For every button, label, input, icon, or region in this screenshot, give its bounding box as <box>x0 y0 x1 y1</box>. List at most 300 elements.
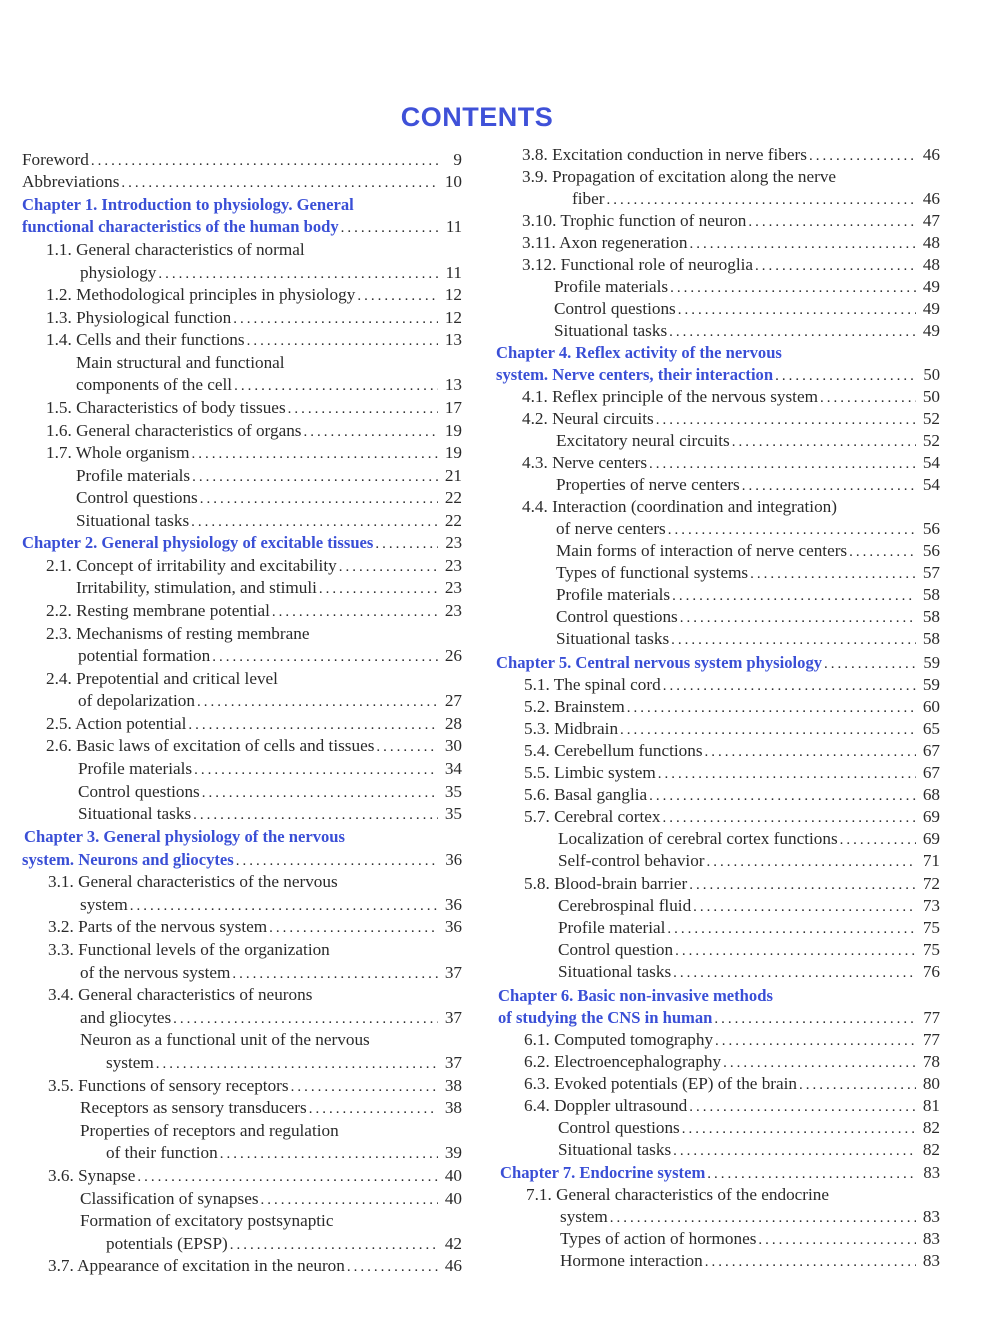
toc-entry <box>556 540 940 562</box>
toc-entry-title: 5.7. Cerebral cortex <box>524 807 661 826</box>
dot-leader <box>705 741 916 763</box>
toc-page-number: 69 <box>922 807 940 826</box>
dot-leader <box>799 1074 916 1096</box>
dot-leader <box>671 629 916 651</box>
toc-entry-title: system <box>80 895 128 914</box>
page-title: CONTENTS <box>400 102 554 132</box>
toc-entry <box>572 188 940 210</box>
toc-page-number: 27 <box>444 691 462 710</box>
toc-entry-title: 1.3. Physiological function <box>46 308 232 327</box>
toc-entry <box>78 803 462 825</box>
dot-leader <box>809 145 916 167</box>
toc-entry <box>46 239 462 261</box>
toc-entry <box>524 762 940 784</box>
toc-entry-title: 3.8. Excitation conduction in nerve fibers <box>522 145 807 164</box>
toc-entry <box>46 307 462 329</box>
toc-entry-title: 2.3. Mechanisms of resting membrane <box>46 624 310 643</box>
toc-entry <box>524 784 940 806</box>
dot-leader <box>658 763 916 785</box>
toc-entry <box>80 962 462 984</box>
toc-entry-title: Control question <box>558 940 674 959</box>
toc-entry-title: 6.3. Evoked potentials (EP) of the brain <box>524 1074 798 1093</box>
toc-entry <box>556 518 940 540</box>
toc-entry <box>80 1007 462 1029</box>
dot-leader <box>663 807 917 829</box>
toc-entry-title: 2.5. Action potential <box>46 714 187 733</box>
toc-chapter-line <box>22 849 462 871</box>
toc-page-number: 13 <box>444 330 462 349</box>
toc-entry <box>558 1117 940 1139</box>
toc-page-number: 36 <box>444 895 462 914</box>
toc-chapter-line <box>22 532 462 554</box>
toc-entry-title: 5.5. Limbic system <box>524 763 656 782</box>
toc-page-number: 75 <box>922 918 940 937</box>
toc-entry-title: 5.4. Cerebellum functions <box>524 741 703 760</box>
toc-page-number: 28 <box>444 714 462 733</box>
dot-leader <box>667 918 916 940</box>
toc-entry <box>46 397 462 419</box>
toc-entry-title: of studying the CNS in human <box>498 1008 713 1027</box>
toc-page-number: 34 <box>444 759 462 778</box>
toc-page-number: 49 <box>922 277 940 296</box>
toc-page-number: 59 <box>923 653 940 672</box>
toc-page-number: 40 <box>444 1189 462 1208</box>
toc-page-number: 22 <box>444 511 462 530</box>
toc-entry <box>76 510 462 532</box>
toc-page-number: 67 <box>922 763 940 782</box>
toc-page-number: 40 <box>444 1166 462 1185</box>
dot-leader <box>707 1163 916 1185</box>
toc-entry-title: Receptors as sensory transducers <box>80 1098 307 1117</box>
toc-entry <box>76 577 462 599</box>
toc-entry <box>558 850 940 872</box>
toc-page-number: 78 <box>922 1052 940 1071</box>
toc-page-number: 59 <box>922 675 940 694</box>
toc-entry-title: Chapter 1. Introduction to physiology. General <box>22 195 354 214</box>
dot-leader <box>156 1053 438 1075</box>
toc-entry-title: 3.1. General characteristics of the nervous <box>48 872 338 891</box>
toc-page-number: 30 <box>444 736 462 755</box>
toc-entry <box>556 562 940 584</box>
dot-leader <box>714 1008 916 1030</box>
toc-entry <box>80 1210 462 1232</box>
toc-chapter-line <box>500 1162 940 1184</box>
toc-page-number: 58 <box>922 607 940 626</box>
toc-entry-title: of their function <box>106 1143 218 1162</box>
toc-entry <box>526 1184 940 1206</box>
toc-page-number: 12 <box>444 285 462 304</box>
dot-leader <box>288 398 438 420</box>
toc-entry-title: 3.6. Synapse <box>48 1166 136 1185</box>
toc-entry-title: Situational tasks <box>554 321 668 340</box>
toc-page-number: 83 <box>922 1207 940 1226</box>
dot-leader <box>669 321 916 343</box>
toc-entry-title: 3.9. Propagation of excitation along the nerve <box>522 167 837 186</box>
toc-entry <box>106 1233 462 1255</box>
toc-page-number: 57 <box>922 563 940 582</box>
toc-entry-title: Chapter 7. Endocrine system <box>500 1163 706 1182</box>
toc-chapter-line <box>498 985 940 1007</box>
dot-leader <box>678 299 916 321</box>
toc-page-number: 38 <box>444 1076 462 1095</box>
dot-leader <box>200 488 438 510</box>
toc-entry <box>558 961 940 983</box>
toc-entry <box>46 735 462 757</box>
dot-leader <box>212 646 438 668</box>
toc-entry-title: of nerve centers <box>556 519 666 538</box>
dot-leader <box>723 1052 916 1074</box>
dot-leader <box>750 563 916 585</box>
toc-page-number: 65 <box>922 719 940 738</box>
toc-entry <box>46 668 462 690</box>
toc-entry-title: Control questions <box>554 299 676 318</box>
toc-entry <box>78 758 462 780</box>
toc-entry-title: 3.7. Appearance of excitation in the neuron <box>48 1256 345 1275</box>
toc-page-number: 50 <box>922 387 940 406</box>
toc-entry-title: Types of action of hormones <box>560 1229 757 1248</box>
toc-chapter-line <box>24 826 462 848</box>
toc-entry-title: 6.1. Computed tomography <box>524 1030 714 1049</box>
toc-entry-title: Profile materials <box>78 759 193 778</box>
dot-leader <box>620 719 916 741</box>
toc-entry-title: and gliocytes <box>80 1008 172 1027</box>
toc-entry <box>558 917 940 939</box>
toc-page-number: 17 <box>444 398 462 417</box>
dot-leader <box>376 736 438 758</box>
toc-entry <box>522 452 940 474</box>
toc-entry <box>522 254 940 276</box>
toc-entry-title: Hormone interaction <box>560 1251 703 1270</box>
toc-entry <box>556 430 940 452</box>
dot-leader <box>272 601 438 623</box>
dot-leader <box>347 1256 438 1278</box>
toc-entry <box>78 645 462 667</box>
toc-entry-title: 5.1. The spinal cord <box>524 675 661 694</box>
toc-page-number: 37 <box>444 963 462 982</box>
toc-entry <box>80 894 462 916</box>
toc-entry-title: 2.1. Concept of irritability and excitability <box>46 556 337 575</box>
toc-page-number: 68 <box>922 785 940 804</box>
dot-leader <box>291 1076 438 1098</box>
toc-entry <box>524 1073 940 1095</box>
toc-entry <box>560 1250 940 1272</box>
toc-entry <box>76 465 462 487</box>
toc-entry <box>556 628 940 650</box>
toc-page-number: 77 <box>922 1030 940 1049</box>
dot-leader <box>375 533 438 555</box>
dot-leader <box>748 211 916 233</box>
toc-entry <box>78 690 462 712</box>
toc-page-number: 52 <box>922 431 940 450</box>
toc-entry-title: Cerebrospinal fluid <box>558 896 692 915</box>
dot-leader <box>670 277 916 299</box>
toc-page-number: 11 <box>445 263 462 282</box>
dot-leader <box>689 874 916 896</box>
toc-chapter-line <box>496 342 940 364</box>
dot-leader <box>820 387 916 409</box>
toc-page-number: 60 <box>922 697 940 716</box>
toc-entry <box>106 1142 462 1164</box>
toc-entry <box>48 1075 462 1097</box>
toc-entry <box>48 1255 462 1277</box>
dot-leader <box>269 917 438 939</box>
toc-page-number: 58 <box>922 585 940 604</box>
toc-page-number: 58 <box>922 629 940 648</box>
toc-entry <box>522 144 940 166</box>
dot-leader <box>121 172 438 194</box>
toc-entry <box>80 262 462 284</box>
toc-page-number: 83 <box>922 1229 940 1248</box>
dot-leader <box>849 541 916 563</box>
toc-entry <box>524 1051 940 1073</box>
toc-entry-title: Control questions <box>558 1118 680 1137</box>
toc-entry <box>554 320 940 342</box>
toc-entry <box>48 916 462 938</box>
toc-entry-title: Abbreviations <box>22 172 120 191</box>
toc-entry-title: Properties of receptors and regulation <box>80 1121 339 1140</box>
toc-page-number: 10 <box>444 172 462 191</box>
toc-entry <box>80 1029 462 1051</box>
toc-page-number: 48 <box>922 255 940 274</box>
toc-page-number: 21 <box>444 466 462 485</box>
toc-entry-title: Localization of cerebral cortex functions <box>558 829 838 848</box>
toc-page-number: 80 <box>922 1074 940 1093</box>
dot-leader <box>680 607 916 629</box>
toc-entry <box>556 606 940 628</box>
toc-entry <box>48 939 462 961</box>
toc-entry-title: components of the cell <box>76 375 233 394</box>
toc-entry <box>524 806 940 828</box>
toc-entry-title: 2.2. Resting membrane potential <box>46 601 270 620</box>
toc-entry-title: Situational tasks <box>558 962 672 981</box>
toc-page-number: 23 <box>444 578 462 597</box>
toc-entry <box>78 781 462 803</box>
toc-entry <box>522 210 940 232</box>
toc-entry-title: 2.4. Prepotential and critical level <box>46 669 278 688</box>
dot-leader <box>682 1118 916 1140</box>
toc-entry-title: Foreword <box>22 150 89 169</box>
toc-entry-title: Classification of synapses <box>80 1189 259 1208</box>
toc-page-number: 47 <box>922 211 940 230</box>
toc-entry-title: Chapter 5. Central nervous system physiology <box>496 653 823 672</box>
dot-leader <box>775 365 916 387</box>
toc-chapter-line <box>496 364 940 386</box>
toc-entry-title: Formation of excitatory postsynaptic <box>80 1211 334 1230</box>
toc-chapter-line <box>22 216 462 238</box>
dot-leader <box>673 962 916 984</box>
toc-page-number: 54 <box>922 475 940 494</box>
dot-leader <box>705 1251 916 1273</box>
toc-entry <box>80 1097 462 1119</box>
dot-leader <box>303 421 438 443</box>
toc-entry <box>524 873 940 895</box>
toc-page-number: 69 <box>922 829 940 848</box>
toc-entry-title: Irritability, stimulation, and stimuli <box>76 578 317 597</box>
dot-leader <box>193 804 438 826</box>
dot-leader <box>649 785 916 807</box>
toc-entry <box>48 871 462 893</box>
toc-page-number: 67 <box>922 741 940 760</box>
toc-entry <box>48 984 462 1006</box>
dot-leader <box>606 189 916 211</box>
toc-page-number: 56 <box>922 541 940 560</box>
toc-entry <box>46 555 462 577</box>
toc-entry-title: 6.2. Electroencephalography <box>524 1052 722 1071</box>
toc-page-number: 19 <box>444 421 462 440</box>
toc-entry-title: Situational tasks <box>558 1140 672 1159</box>
toc-entry-title: Excitatory neural circuits <box>556 431 730 450</box>
toc-entry-title: Chapter 6. Basic non-invasive methods <box>498 986 773 1005</box>
toc-page-number: 50 <box>923 365 940 384</box>
toc-page-number: 77 <box>923 1008 940 1027</box>
toc-chapter-line <box>496 652 940 674</box>
toc-entry-title: 5.2. Brainstem <box>524 697 625 716</box>
toc-entry-title: Self-control behavior <box>558 851 705 870</box>
toc-entry-title: 3.5. Functions of sensory receptors <box>48 1076 289 1095</box>
dot-leader <box>689 233 916 255</box>
toc-entry <box>558 895 940 917</box>
dot-leader <box>707 851 916 873</box>
toc-entry-title: 3.2. Parts of the nervous system <box>48 917 268 936</box>
toc-page-number: 23 <box>444 601 462 620</box>
dot-leader <box>158 263 438 285</box>
toc-entry <box>522 386 940 408</box>
toc-entry-title: 4.2. Neural circuits <box>522 409 654 428</box>
toc-entry-title: Chapter 3. General physiology of the nervous <box>24 827 345 846</box>
toc-page-number: 82 <box>922 1140 940 1159</box>
dot-leader <box>192 443 438 465</box>
toc-entry <box>76 487 462 509</box>
toc-entry-title: Chapter 2. General physiology of excitable tissues <box>22 533 374 552</box>
toc-page-number: 38 <box>444 1098 462 1117</box>
toc-page-number: 35 <box>444 782 462 801</box>
toc-page-number: 46 <box>922 189 940 208</box>
toc-entry <box>46 600 462 622</box>
dot-leader <box>233 308 438 330</box>
toc-entry-title: 1.6. General characteristics of organs <box>46 421 302 440</box>
toc-page-number: 37 <box>444 1053 462 1072</box>
toc-entry-title: 1.4. Cells and their functions <box>46 330 245 349</box>
dot-leader <box>319 578 438 600</box>
toc-page-number: 48 <box>922 233 940 252</box>
dot-leader <box>824 653 916 675</box>
toc-page-number: 19 <box>444 443 462 462</box>
toc-page-number: 22 <box>444 488 462 507</box>
toc-entry <box>522 166 940 188</box>
toc-page-number: 11 <box>446 217 462 236</box>
dot-leader <box>649 453 916 475</box>
dot-leader <box>689 1096 916 1118</box>
toc-entry-title: Chapter 4. Reflex activity of the nervous <box>496 343 782 362</box>
toc-page-number: 82 <box>922 1118 940 1137</box>
dot-leader <box>627 697 916 719</box>
dot-leader <box>220 1143 438 1165</box>
toc-entry-title: 3.4. General characteristics of neurons <box>48 985 313 1004</box>
toc-entry-title: potentials (EPSP) <box>106 1234 228 1253</box>
dot-leader <box>840 829 916 851</box>
toc-entry-title: 6.4. Doppler ultrasound <box>524 1096 688 1115</box>
toc-entry-title: 1.7. Whole organism <box>46 443 190 462</box>
toc-page-number: 46 <box>922 145 940 164</box>
toc-page-number: 83 <box>922 1251 940 1270</box>
dot-leader <box>309 1098 438 1120</box>
toc-entry <box>46 623 462 645</box>
toc-entry <box>524 1095 940 1117</box>
toc-entry <box>558 1139 940 1161</box>
toc-page-number: 76 <box>922 962 940 981</box>
toc-page-number: 49 <box>922 321 940 340</box>
dot-leader <box>339 556 438 578</box>
toc-entry <box>46 713 462 735</box>
dot-leader <box>675 940 916 962</box>
toc-page-number: 23 <box>445 533 462 552</box>
dot-leader <box>130 895 438 917</box>
toc-page-number: 83 <box>923 1163 940 1182</box>
toc-page-number: 35 <box>444 804 462 823</box>
toc-entry-title: of depolarization <box>78 691 195 710</box>
dot-leader <box>232 963 438 985</box>
toc-page-number: 12 <box>444 308 462 327</box>
toc-entry <box>556 584 940 606</box>
dot-leader <box>732 431 916 453</box>
dot-leader <box>341 217 438 239</box>
toc-entry-title: Situational tasks <box>76 511 190 530</box>
toc-entry-title: system. Neurons and gliocytes <box>22 850 234 869</box>
toc-page-number: 36 <box>444 917 462 936</box>
toc-page-number: 46 <box>444 1256 462 1275</box>
toc-chapter-line <box>498 1007 940 1029</box>
toc-entry <box>46 420 462 442</box>
toc-entry <box>80 1120 462 1142</box>
toc-entry <box>48 1165 462 1187</box>
toc-page-number: 42 <box>444 1234 462 1253</box>
toc-page-number: 26 <box>444 646 462 665</box>
dot-leader <box>742 475 916 497</box>
toc-entry <box>524 696 940 718</box>
toc-entry-title: Profile material <box>558 918 666 937</box>
toc-entry-title: 3.10. Trophic function of neuron <box>522 211 747 230</box>
toc-entry <box>22 171 462 193</box>
toc-entry <box>524 718 940 740</box>
toc-page-number: 23 <box>444 556 462 575</box>
dot-leader <box>188 714 438 736</box>
toc-entry <box>558 939 940 961</box>
toc-entry-title: Situational tasks <box>78 804 192 823</box>
toc-entry-title: Control questions <box>76 488 198 507</box>
toc-entry-title: 1.1. General characteristics of normal <box>46 240 305 259</box>
toc-chapter-line <box>22 194 462 216</box>
dot-leader <box>236 850 438 872</box>
toc-entry-title: 4.3. Nerve centers <box>522 453 648 472</box>
toc-entry-title: 5.6. Basal ganglia <box>524 785 648 804</box>
toc-entry <box>560 1228 940 1250</box>
dot-leader <box>137 1166 438 1188</box>
toc-page-number: 73 <box>922 896 940 915</box>
toc-entry <box>46 442 462 464</box>
toc-entry-title: 3.11. Axon regeneration <box>522 233 688 252</box>
toc-entry <box>76 352 462 374</box>
toc-entry <box>46 284 462 306</box>
toc-entry-title: Main structural and functional <box>76 353 285 372</box>
dot-leader <box>610 1207 916 1229</box>
toc-entry-title: 3.12. Functional role of neuroglia <box>522 255 754 274</box>
toc-page-number: 54 <box>922 453 940 472</box>
toc-page-number: 75 <box>922 940 940 959</box>
toc-page-number: 39 <box>444 1143 462 1162</box>
toc-entry <box>106 1052 462 1074</box>
dot-leader <box>247 330 438 352</box>
dot-leader <box>755 255 916 277</box>
